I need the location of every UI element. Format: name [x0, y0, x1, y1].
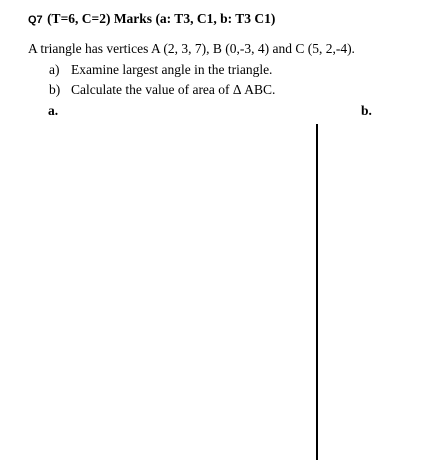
question-header: [28, 11, 275, 27]
sub-question-a: [49, 62, 272, 78]
sub-question-a-text: Examine largest angle in the triangle.: [71, 62, 273, 77]
question-stem: A triangle has vertices A (2, 3, 7), B (0,-3, 4) and C (5, 2,-4).: [28, 41, 355, 56]
question-number: Q7: [28, 14, 43, 26]
answer-column-b-label: b.: [361, 103, 372, 118]
answer-column-divider: [316, 124, 318, 460]
sub-question-b-text: Calculate the value of area of Δ ABC.: [71, 82, 276, 97]
sub-question-b-marker: b): [49, 82, 61, 97]
sub-question-b: [49, 82, 275, 98]
question-marks-info: (T=6, C=2) Marks (a: T3, C1, b: T3 C1): [47, 11, 276, 26]
answer-column-a-label: a.: [48, 103, 59, 118]
sub-question-a-marker: a): [49, 62, 60, 77]
